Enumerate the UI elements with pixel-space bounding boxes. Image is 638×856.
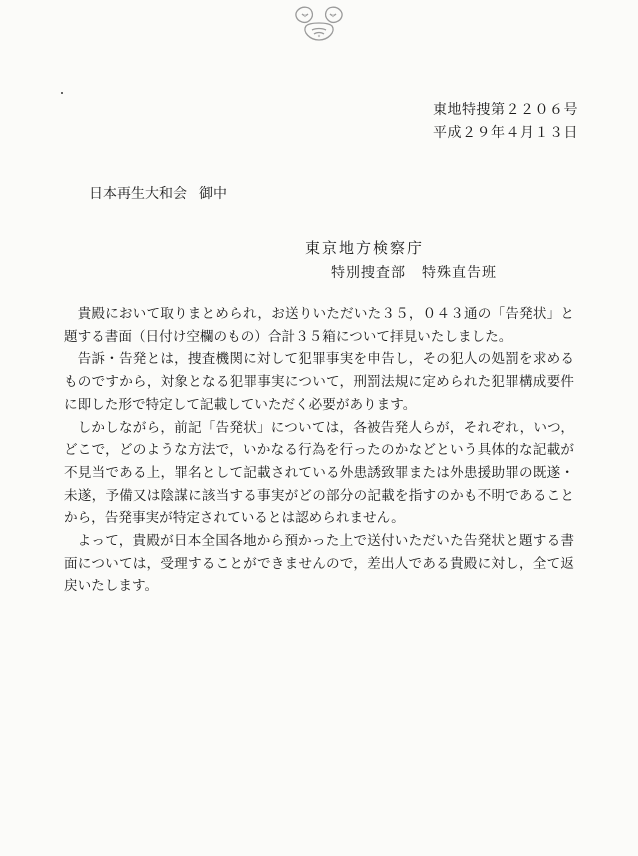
body-paragraph: 告訴・告発とは，捜査機関に対して犯罪事実を申告し，その犯人の処罰を求めるものですから，対象となる犯罪事実について，刑罰法規に定められた犯罪構成要件に即した形で特定して記載していただく必要があります。 (64, 351, 574, 413)
sender-department-line (331, 262, 497, 282)
scan-speck (61, 92, 63, 94)
body-paragraph: よって，貴殿が日本全国各地から預かった上で送付いただいた告発状と題する書面については，受理することができませんので，差出人である貴殿に対し，全て返戻いたします。 (64, 533, 574, 595)
document-date: 平成２９年４月１３日 (433, 125, 578, 141)
body-paragraph: しかしながら，前記「告発状」については，各被告発人らが，それぞれ，いつ，どこで，どのような方法で，いかなる行為を行ったのかなどという具体的な記載が不見当である上，罪名として記載されている外患誘致罪または外患援助罪の既遂・未遂，予備又は陰謀に該当する事実がどの部分の記載を指すのかも不明であることから，告発事実が特定されているとは認められません。 (64, 419, 574, 527)
addressee-name: 日本再生大和会 (89, 186, 187, 202)
sender-organization: 東京地方検察庁 (305, 239, 425, 257)
document-number: 東地特捜第２２０６号 (433, 102, 578, 118)
sender-team: 特殊直告班 (422, 265, 497, 281)
addressee-honorific: 御中 (199, 186, 227, 202)
sender-department: 特別捜査部 (331, 265, 406, 281)
addressee (89, 183, 227, 203)
letter-body (64, 303, 574, 598)
seal-stamp-icon (288, 4, 350, 44)
body-paragraph: 貴殿において取りまとめられ，お送りいただいた３５，０４３通の「告発状」と題する書面（日付け空欄のもの）合計３５箱について拝見いたしました。 (64, 306, 574, 345)
